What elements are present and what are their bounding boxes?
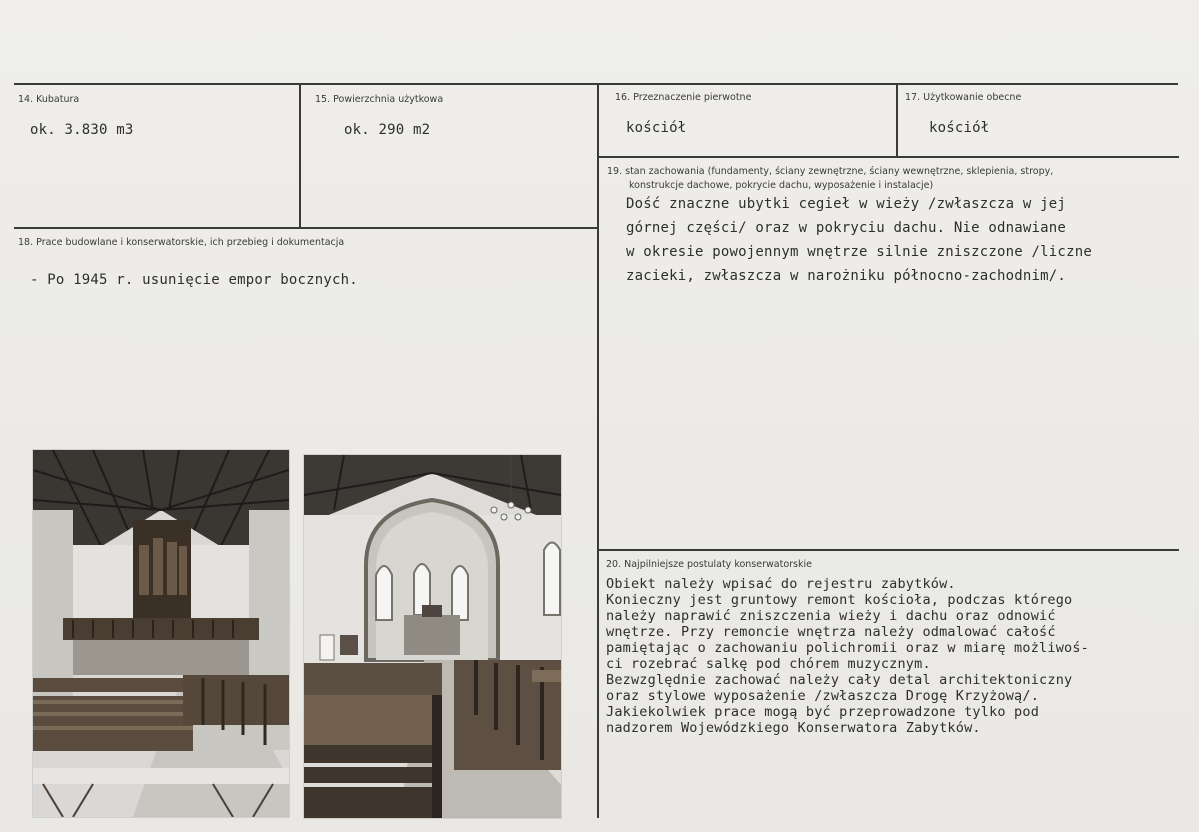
row1-bottom-rule-right	[599, 156, 1179, 158]
stan-line: w okresie powojennym wnętrze silnie zniszczone /liczne	[626, 244, 1092, 260]
stan-text	[626, 192, 1092, 288]
postulaty-line: pamiętając o zachowaniu polichromii oraz w miarę możliwoś-	[606, 640, 1090, 656]
postulaty-line: oraz stylowe wyposażenie /zwłaszcza Drogę Krzyżową/.	[606, 688, 1040, 704]
divider-14-15	[299, 84, 301, 228]
divider-center	[597, 84, 599, 818]
section20-rule	[599, 549, 1179, 551]
divider-16-17	[896, 84, 898, 157]
prace-label: 18. Prace budowlane i konserwatorskie, ich przebieg i dokumentacja	[18, 237, 345, 248]
stan-line: zacieki, zwłaszcza w narożniku północno-zachodnim/.	[626, 268, 1067, 284]
postulaty-label: 20. Najpilniejsze postulaty konserwatorskie	[606, 559, 812, 570]
postulaty-line: Obiekt należy wpisać do rejestru zabytków.	[606, 576, 956, 592]
powierzchnia-label: 15. Powierzchnia użytkowa	[315, 94, 444, 105]
prace-value: - Po 1945 r. usunięcie empor bocznych.	[30, 272, 358, 288]
stan-label-line1: 19. stan zachowania (fundamenty, ściany zewnętrzne, ściany wewnętrzne, sklepienia, stropy,	[607, 166, 1054, 177]
kubatura-value: ok. 3.830 m3	[30, 122, 134, 138]
stan-line: górnej części/ oraz w pokryciu dachu. Nie odnawiane	[626, 220, 1067, 236]
uzytkowanie-value: kościół	[929, 120, 990, 136]
kubatura-label: 14. Kubatura	[18, 94, 80, 105]
interior-photo-apse	[304, 455, 561, 818]
powierzchnia-value: ok. 290 m2	[344, 122, 431, 138]
postulaty-line: Konieczny jest gruntowy remont kościoła, podczas którego	[606, 592, 1073, 608]
stan-line: Dość znaczne ubytki cegieł w wieży /zwłaszcza w jej	[626, 196, 1067, 212]
row1-bottom-rule-left	[14, 227, 598, 229]
przeznaczenie-label: 16. Przeznaczenie pierwotne	[615, 92, 752, 103]
postulaty-line: ci rozebrać salkę pod chórem muzycznym.	[606, 656, 931, 672]
interior-photo-organ-loft	[33, 450, 289, 817]
postulaty-line: Bezwzględnie zachować należy cały detal architektoniczny	[606, 672, 1073, 688]
postulaty-line: nadzorem Wojewódzkiego Konserwatora Zabytków.	[606, 720, 981, 736]
postulaty-line: należy naprawić zniszczenia wieży i dachu oraz odnowić	[606, 608, 1056, 624]
przeznaczenie-value: kościół	[626, 120, 687, 136]
top-rule	[14, 83, 1178, 85]
postulaty-text	[606, 576, 1089, 736]
postulaty-line: wnętrze. Przy remoncie wnętrza należy odmalować całość	[606, 624, 1056, 640]
uzytkowanie-label: 17. Użytkowanie obecne	[905, 92, 1022, 103]
postulaty-line: Jakiekolwiek prace mogą być przeprowadzone tylko pod	[606, 704, 1040, 720]
stan-label-line2: konstrukcje dachowe, pokrycie dachu, wyposażenie i instalacje)	[629, 180, 934, 191]
